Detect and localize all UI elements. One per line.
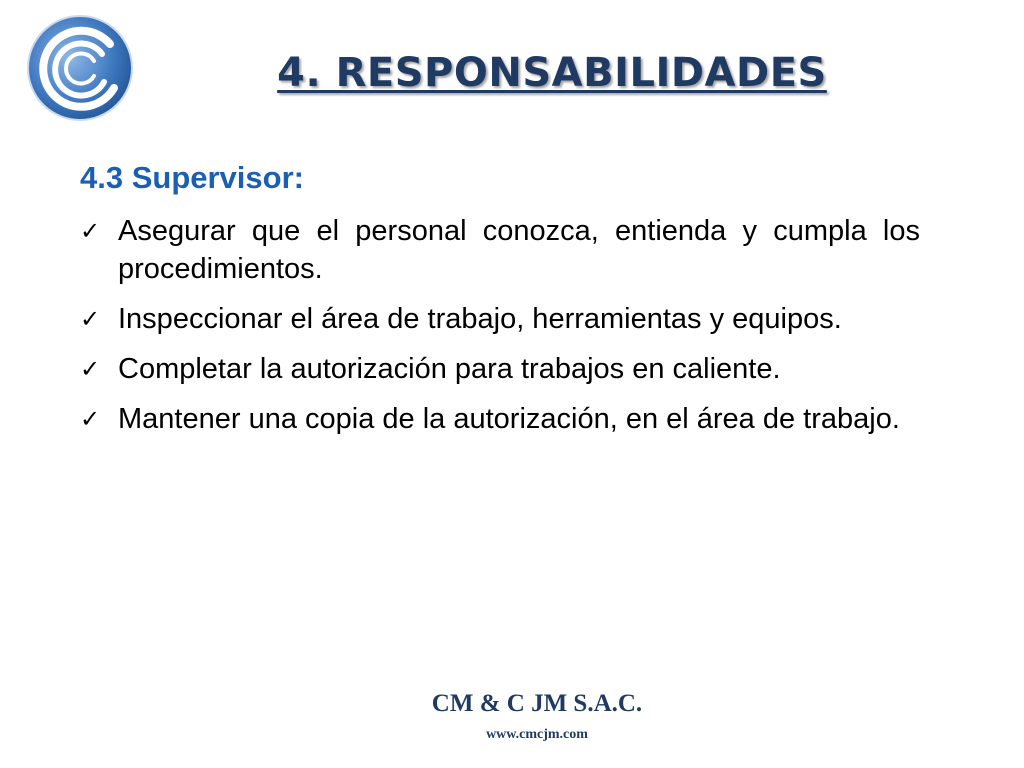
bullet-text: Mantener una copia de la autorización, en el área de trabajo. bbox=[118, 403, 900, 435]
page-title: 4. RESPONSABILIDADES bbox=[277, 50, 827, 96]
checkmark-icon: ✓ bbox=[80, 305, 101, 333]
bullet-text: Inspeccionar el área de trabajo, herramientas y equipos. bbox=[118, 303, 842, 335]
section-subtitle: 4.3 Supervisor: bbox=[80, 160, 304, 195]
bullet-text: Asegurar que el personal conozca, entienda y cumpla los procedimientos. bbox=[118, 215, 920, 285]
list-item bbox=[80, 212, 920, 288]
bullet-list bbox=[80, 212, 920, 450]
bullet-text: Completar la autorización para trabajos en caliente. bbox=[118, 353, 781, 385]
list-item bbox=[80, 300, 920, 338]
checkmark-icon: ✓ bbox=[80, 355, 101, 383]
list-item bbox=[80, 350, 920, 388]
list-item bbox=[80, 400, 920, 438]
checkmark-icon: ✓ bbox=[80, 405, 101, 433]
checkmark-icon: ✓ bbox=[80, 217, 101, 245]
footer-company-name: CM & C JM S.A.C. bbox=[431, 690, 643, 717]
footer-url: www.cmcjm.com bbox=[486, 727, 588, 742]
